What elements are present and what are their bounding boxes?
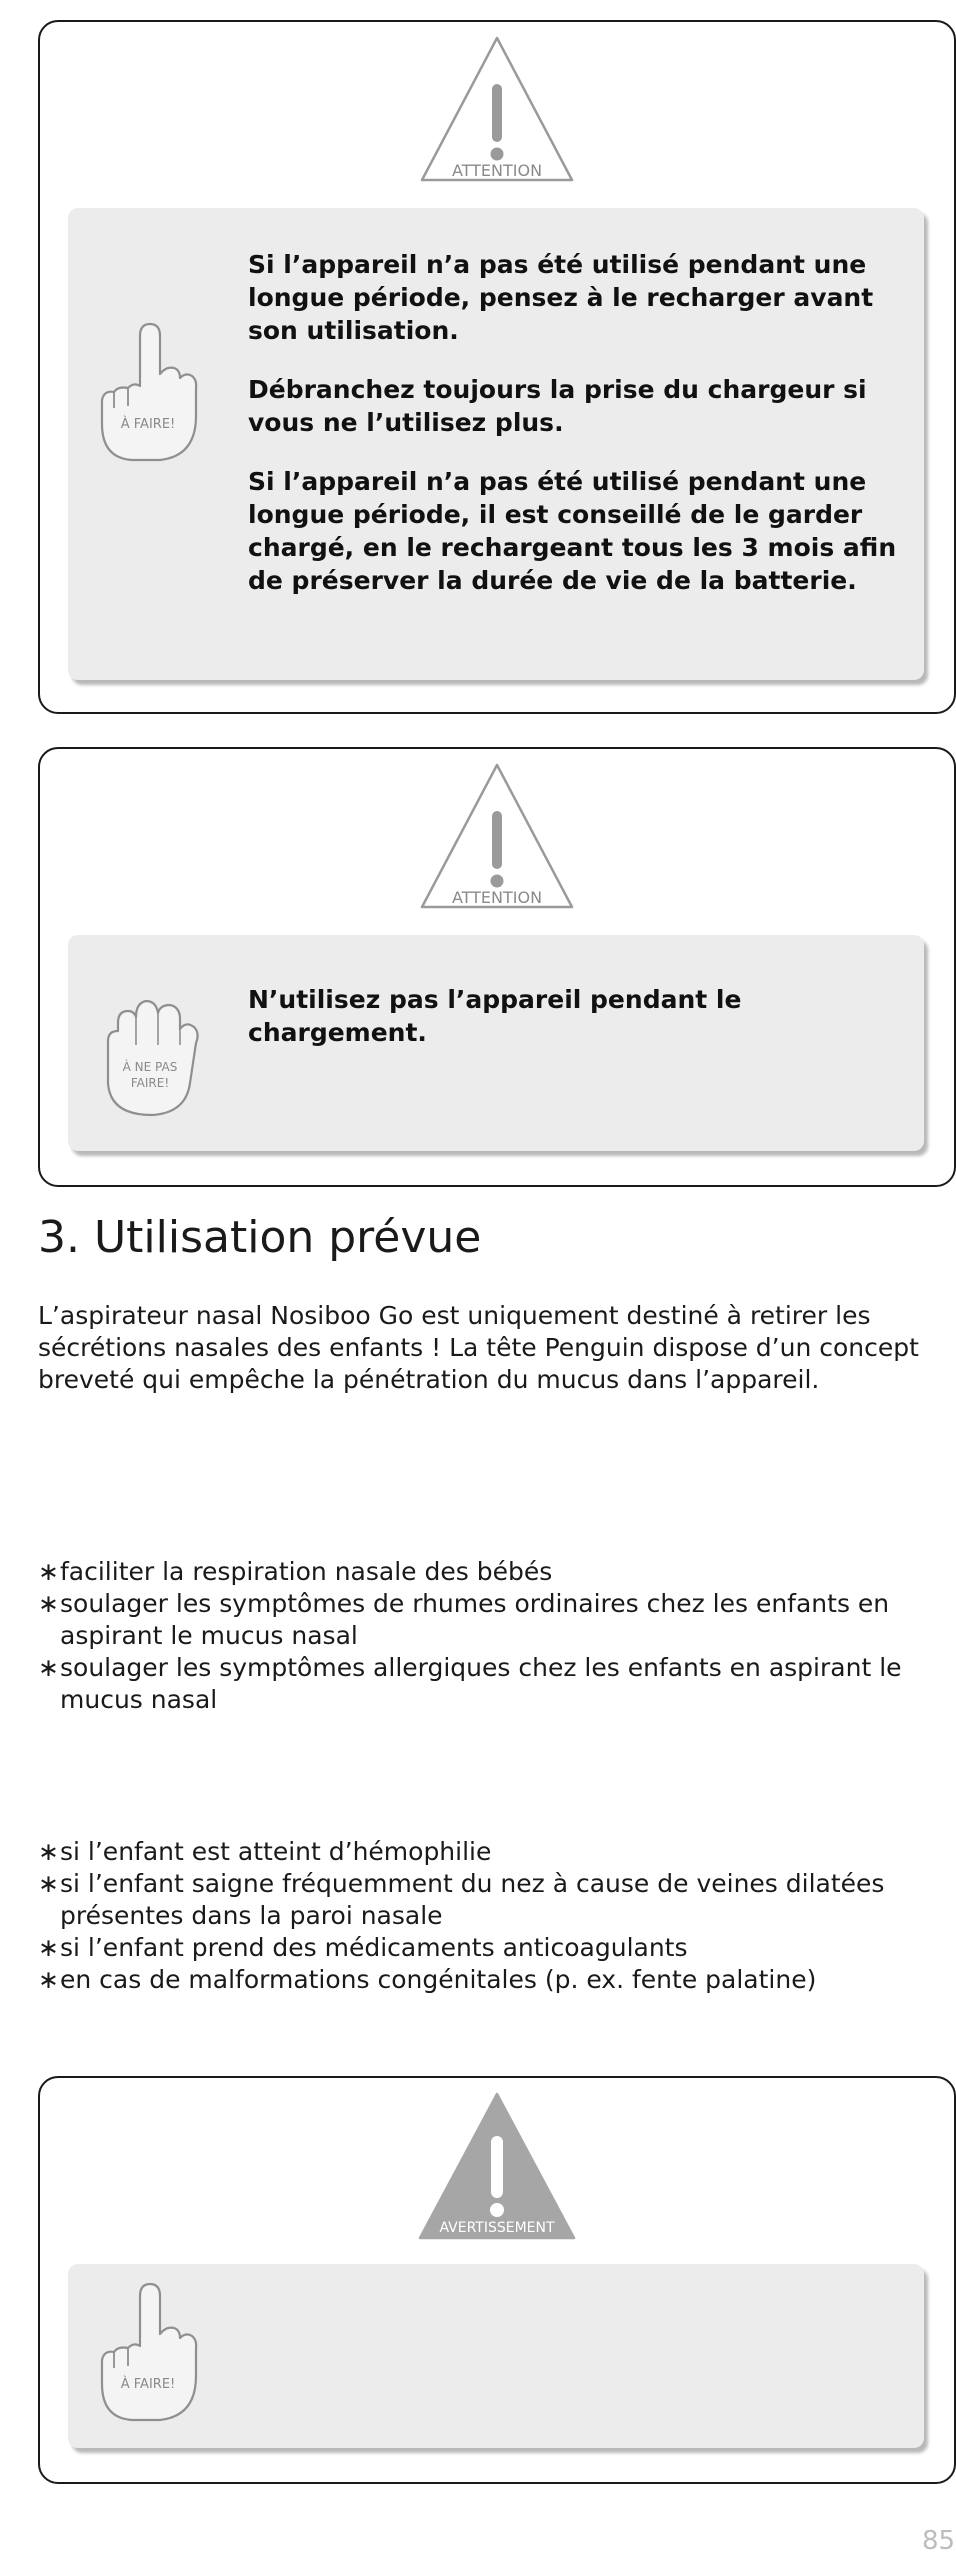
instruction-panel [68, 935, 924, 1151]
warning-label: AVERTISSEMENT [439, 2220, 555, 2236]
page-number: 85 [922, 2526, 956, 2556]
attention-box-charging [38, 747, 956, 1187]
list-item: ∗ si l’enfant saigne fréquemment du nez à cause de veines dilatées présentes dans la paroi nasale [38, 1869, 885, 1930]
contraindications-list [38, 1836, 948, 1996]
hand-label-line2: FAIRE! [130, 1076, 170, 1090]
hand-label: À FAIRE! [120, 417, 176, 432]
bullet-marker: ∗ [38, 1965, 59, 1994]
warning-filled-icon [412, 2086, 582, 2246]
attention-warning-icon [412, 757, 582, 917]
bullet-marker: ∗ [38, 1837, 59, 1866]
list-item: ∗ soulager les symptômes allergiques chez les enfants en aspirant le mucus nasal [38, 1653, 902, 1714]
attention-label: ATTENTION [451, 161, 543, 180]
bullet-marker: ∗ [38, 1557, 59, 1586]
list-item: ∗ si l’enfant est atteint d’hémophilie [38, 1837, 492, 1866]
intended-uses-list [38, 1556, 948, 1716]
warning-box [38, 2076, 956, 2484]
pointing-hand-icon [96, 316, 206, 476]
section-title: 3. Utilisation prévue [38, 1212, 482, 1263]
instruction-panel [68, 208, 924, 680]
instruction-panel [68, 2264, 924, 2448]
instruction-text [248, 983, 748, 1075]
paragraph-unplug: Débranchez toujours la prise du chargeur si vous ne l’utilisez plus. [248, 375, 867, 437]
paragraph-keep-charged: Si l’appareil n’a pas été utilisé pendant une longue période, il est conseillé de le garder chargé, en le rechargeant tous les 3 mois afin de préserver la durée de vie de la batterie. [248, 467, 897, 595]
section-intro: L’aspirateur nasal Nosiboo Go est uniquement destiné à retirer les sécrétions nasales des enfants ! La tête Penguin dispose d’un concept breveté qui empêche la pénétration du mucus dans l’appareil. [38, 1301, 919, 1394]
list-item: ∗ en cas de malformations congénitales (p. ex. fente palatine) [38, 1965, 817, 1994]
paragraph-no-use-charging: N’utilisez pas l’appareil pendant le chargement. [248, 985, 742, 1047]
list-item: ∗ faciliter la respiration nasale des bébés [38, 1557, 553, 1586]
attention-warning-icon [412, 30, 582, 190]
list-item: ∗ si l’enfant prend des médicaments anticoagulants [38, 1933, 688, 1962]
stop-hand-icon [96, 973, 206, 1123]
instruction-text [248, 248, 898, 623]
attention-box-recharge [38, 20, 956, 714]
bullet-marker: ∗ [38, 1589, 59, 1618]
bullet-marker: ∗ [38, 1933, 59, 1962]
bullet-marker: ∗ [38, 1653, 59, 1682]
bullet-marker: ∗ [38, 1869, 59, 1898]
list-item: ∗ soulager les symptômes de rhumes ordinaires chez les enfants en aspirant le mucus nasal [38, 1589, 890, 1650]
pointing-hand-icon [96, 2276, 206, 2436]
paragraph-recharge: Si l’appareil n’a pas été utilisé pendant une longue période, pensez à le recharger avant son utilisation. [248, 250, 874, 345]
hand-label: À FAIRE! [120, 2377, 176, 2392]
hand-label-line1: À NE PAS [122, 1060, 178, 1074]
attention-label: ATTENTION [451, 888, 543, 907]
